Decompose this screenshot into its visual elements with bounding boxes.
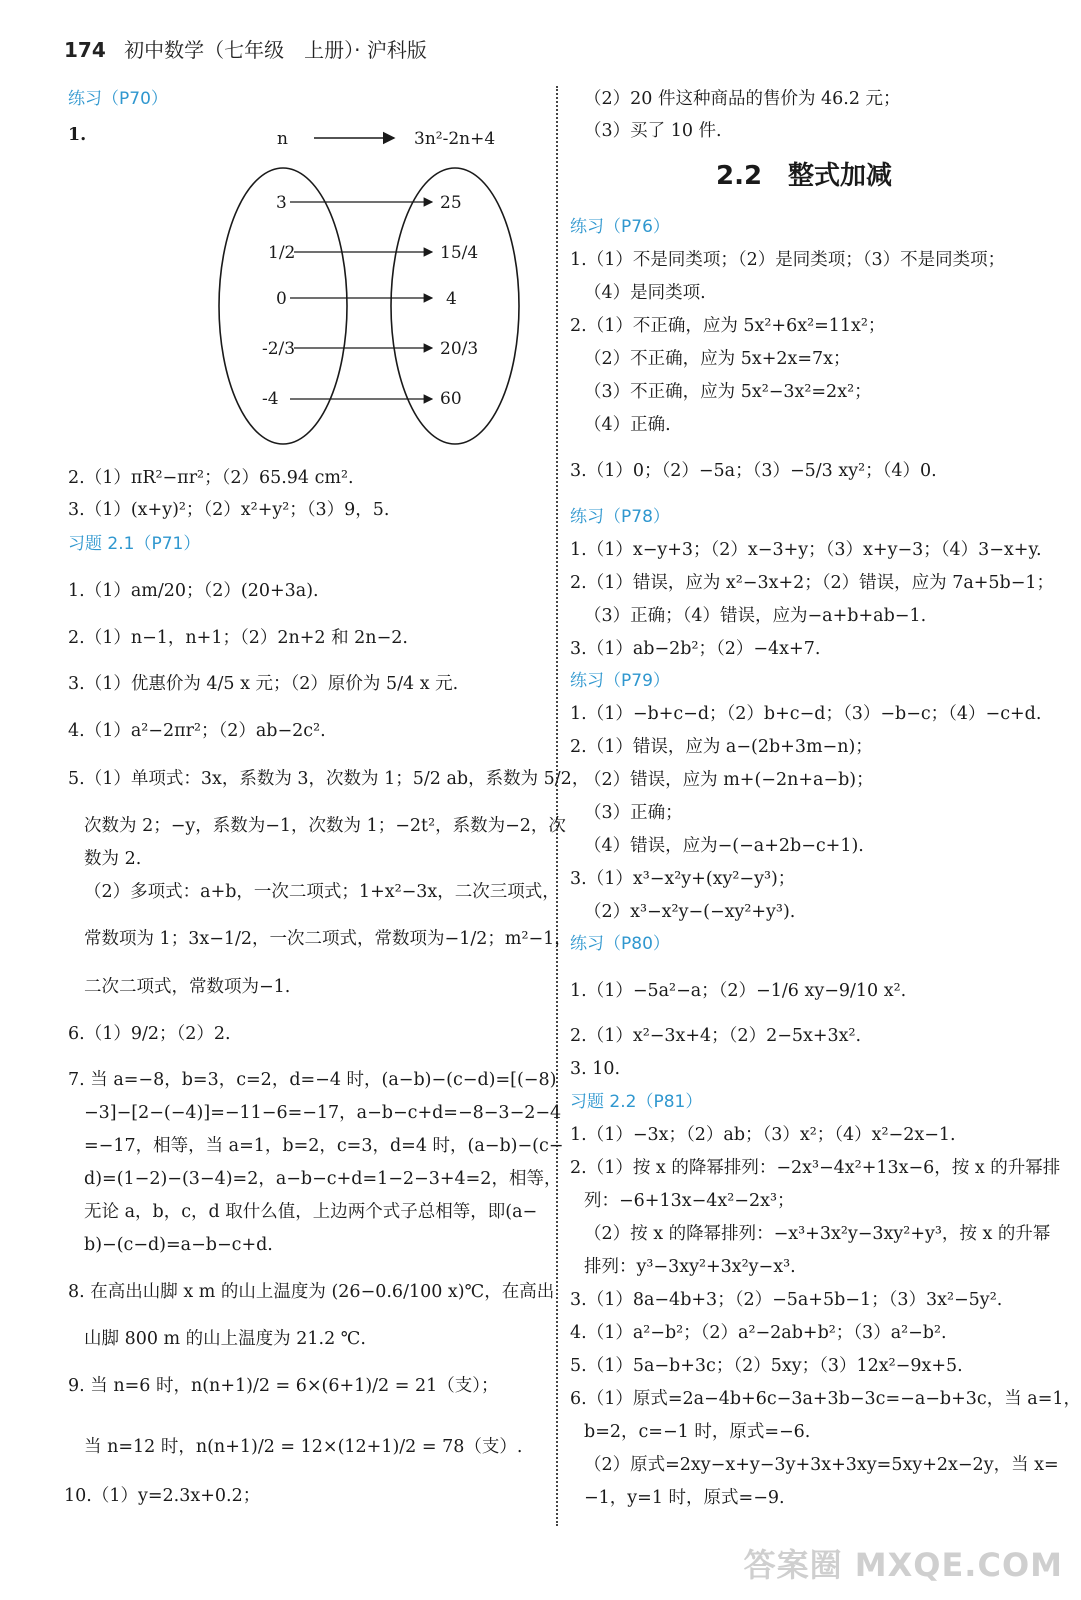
answer-line: （4）正确.	[584, 415, 671, 435]
answer-line: 1.（1）−b+c−d；（2）b+c−d；（3）−b−c；（4）−c+d.	[570, 704, 1042, 724]
question-number: 1.	[68, 125, 87, 145]
answer-line: （4）是同类项.	[584, 283, 706, 303]
answer-line: 2.（1）不正确，应为 5x²+6x²=11x²；	[570, 316, 886, 336]
answer-line: 次数为 2；−y，系数为−1，次数为 1；−2t²，系数为−2，次	[84, 816, 566, 836]
answer-line: 二次二项式，常数项为−1.	[84, 977, 291, 997]
answer-line: 3.（1）0；（2）−5a；（3）−5/3 xy²；（4）0.	[570, 461, 937, 481]
answer-line: 列：−6+13x−4x²−2x³；	[584, 1191, 795, 1211]
answer-line: 2.（1）x²−3x+4；（2）2−5x+3x².	[570, 1026, 862, 1046]
watermark: 答案圈 MXQE.COM	[743, 1546, 1063, 1584]
answer-line: 2.（1）错误，应为 x²−3x+2；（2）错误，应为 7a+5b−1；	[570, 573, 1055, 593]
answer-line: 1.（1）am/20；（2）(20+3a).	[68, 581, 319, 601]
answer-line: 1.（1）−3x；（2）ab；（3）x²；（4）x²−2x−1.	[570, 1125, 956, 1145]
section-heading: 练习（P80）	[570, 934, 670, 954]
answer-line: 1.（1）x−y+3；（2）x−3+y；（3）x+y−3；（4）3−x+y.	[570, 540, 1042, 560]
answer-line: （3）买了 10 件.	[584, 121, 722, 141]
answer-line: 数为 2.	[84, 849, 142, 869]
diagram-formula: 3n²-2n+4	[414, 129, 496, 149]
page-number: 174	[64, 38, 106, 62]
answer-line: =−17，相等，当 a=1，b=2，c=3，d=4 时，(a−b)−(c−	[84, 1136, 564, 1156]
answer-line: 4.（1）a²−b²；（2）a²−2ab+b²；（3）a²−b².	[570, 1323, 947, 1343]
diagram-n-label: n	[277, 129, 288, 149]
answer-line: （3）正确；（4）错误，应为−a+b+ab−1.	[584, 606, 927, 626]
answer-line: 3.（1）x³−x²y+(xy²−y³)；	[570, 869, 796, 889]
page-header	[64, 34, 427, 63]
input-value: -2/3	[262, 339, 296, 359]
answer-line: −3]−[2−(−4)]=−11−6=−17，a−b−c+d=−8−3−2−4	[84, 1103, 562, 1123]
section-heading: 习题 2.2（P81）	[570, 1092, 703, 1112]
answer-line: 2.（1）n−1，n+1；（2）2n+2 和 2n−2.	[68, 628, 408, 648]
answer-line: （2）20 件这种商品的售价为 46.2 元；	[584, 89, 901, 109]
answer-line: 7. 当 a=−8，b=3，c=2，d=−4 时，(a−b)−(c−d)=[(−8)	[68, 1070, 557, 1090]
answer-line: 常数项为 1；3x−1/2，一次二项式，常数项为−1/2；m²−1，	[84, 929, 572, 949]
answer-line: （2）原式=2xy−x+y−3y+3x+3xy=5xy+2x−2y，当 x=	[584, 1455, 1059, 1475]
answer-line: 山脚 800 m 的山上温度为 21.2 ℃.	[84, 1329, 366, 1349]
input-value: -4	[262, 389, 279, 409]
input-value: 1/2	[268, 243, 296, 263]
output-value: 25	[440, 193, 462, 213]
answer-line: 6.（1）9/2；（2）2.	[68, 1024, 231, 1044]
answer-line: −1，y=1 时，原式=−9.	[584, 1488, 785, 1508]
input-value: 0	[276, 289, 287, 309]
column-divider	[556, 86, 558, 1526]
answer-line: （4）错误，应为−(−a+2b−c+1).	[584, 836, 864, 856]
answer-line: （2）不正确，应为 5x+2x=7x；	[584, 349, 851, 369]
answer-line: 10.（1）y=2.3x+0.2；	[64, 1486, 261, 1506]
answer-line: （3）不正确，应为 5x²−3x²=2x²；	[584, 382, 872, 402]
section-heading: 练习（P79）	[570, 671, 670, 691]
answer-line: 3.（1）8a−4b+3；（2）−5a+5b−1；（3）3x²−5y².	[570, 1290, 1003, 1310]
section-heading: 习题 2.1（P71）	[68, 534, 201, 554]
section-heading: 练习（P76）	[570, 217, 670, 237]
answer-line: （2）错误，应为 m+(−2n+a−b)；	[584, 770, 874, 790]
answer-line: 3.（1）ab−2b²；（2）−4x+7.	[570, 639, 821, 659]
answer-line: b)−(c−d)=a−b−c+d.	[84, 1235, 273, 1255]
answer-line: （2）按 x 的降幂排列：−x³+3x²y−3xy²+y³，按 x 的升幂	[584, 1224, 1051, 1244]
output-value: 60	[440, 389, 462, 409]
answer-line: 8. 在高出山脚 x m 的山上温度为 (26−0.6/100 x)℃，在高出	[68, 1282, 555, 1302]
input-value: 3	[276, 193, 287, 213]
answer-line: 1.（1）−5a²−a；（2）−1/6 xy−9/10 x².	[570, 981, 907, 1001]
answer-line: 2.（1）πR²−πr²；（2）65.94 cm².	[68, 468, 354, 488]
section-heading: 练习（P78）	[570, 507, 670, 527]
answer-line: 6.（1）原式=2a−4b+6c−3a+3b−3c=−a−b+3c，当 a=1，	[570, 1389, 1081, 1409]
answer-line: （2）多项式：a+b，一次二项式；1+x²−3x，二次三项式，	[84, 882, 560, 902]
book-title: 初中数学（七年级 上册）· 沪科版	[124, 38, 427, 62]
answer-line: 无论 a，b，c，d 取什么值，上边两个式子总相等，即(a−	[84, 1202, 538, 1222]
answer-line: 1.（1）不是同类项；（2）是同类项；（3）不是同类项；	[570, 250, 1006, 270]
answer-line: 5.（1）单项式：3x，系数为 3，次数为 1；5/2 ab，系数为 5/2，	[68, 769, 590, 789]
answer-line: 5.（1）5a−b+3c；（2）5xy；（3）12x²−9x+5.	[570, 1356, 963, 1376]
answer-line: 当 n=12 时，n(n+1)/2 = 12×(12+1)/2 = 78（支）.	[84, 1437, 523, 1457]
answer-line: 排列：y³−3xy²+3x²y−x³.	[584, 1257, 796, 1277]
answer-line: （2）x³−x²y−(−xy²+y³).	[584, 902, 796, 922]
answer-line: b=2，c=−1 时，原式=−6.	[584, 1422, 811, 1442]
answer-line: 2.（1）错误，应为 a−(2b+3m−n)；	[570, 737, 873, 757]
answer-line: 3. 10.	[570, 1059, 621, 1079]
output-value: 20/3	[440, 339, 479, 359]
output-value: 15/4	[440, 243, 479, 263]
answer-line: 4.（1）a²−2πr²；（2）ab−2c².	[68, 721, 326, 741]
answer-line: d)=(1−2)−(3−4)=2，a−b−c+d=1−2−3+4=2，相等，	[84, 1169, 562, 1189]
mapping-diagram	[142, 122, 542, 452]
section-heading: 练习（P70）	[68, 89, 168, 109]
chapter-heading: 2.2 整式加减	[716, 161, 893, 191]
output-value: 4	[446, 289, 457, 309]
answer-line: （3）正确；	[584, 803, 683, 823]
answer-line: 2.（1）按 x 的降幂排列：−2x³−4x²+13x−6，按 x 的升幂排	[570, 1158, 1061, 1178]
answer-line: 3.（1）优惠价为 4/5 x 元；（2）原价为 5/4 x 元.	[68, 674, 459, 694]
answer-line: 9. 当 n=6 时，n(n+1)/2 = 6×(6+1)/2 = 21（支）；	[68, 1376, 499, 1396]
answer-line: 3.（1）(x+y)²；（2）x²+y²；（3）9，5.	[68, 500, 390, 520]
